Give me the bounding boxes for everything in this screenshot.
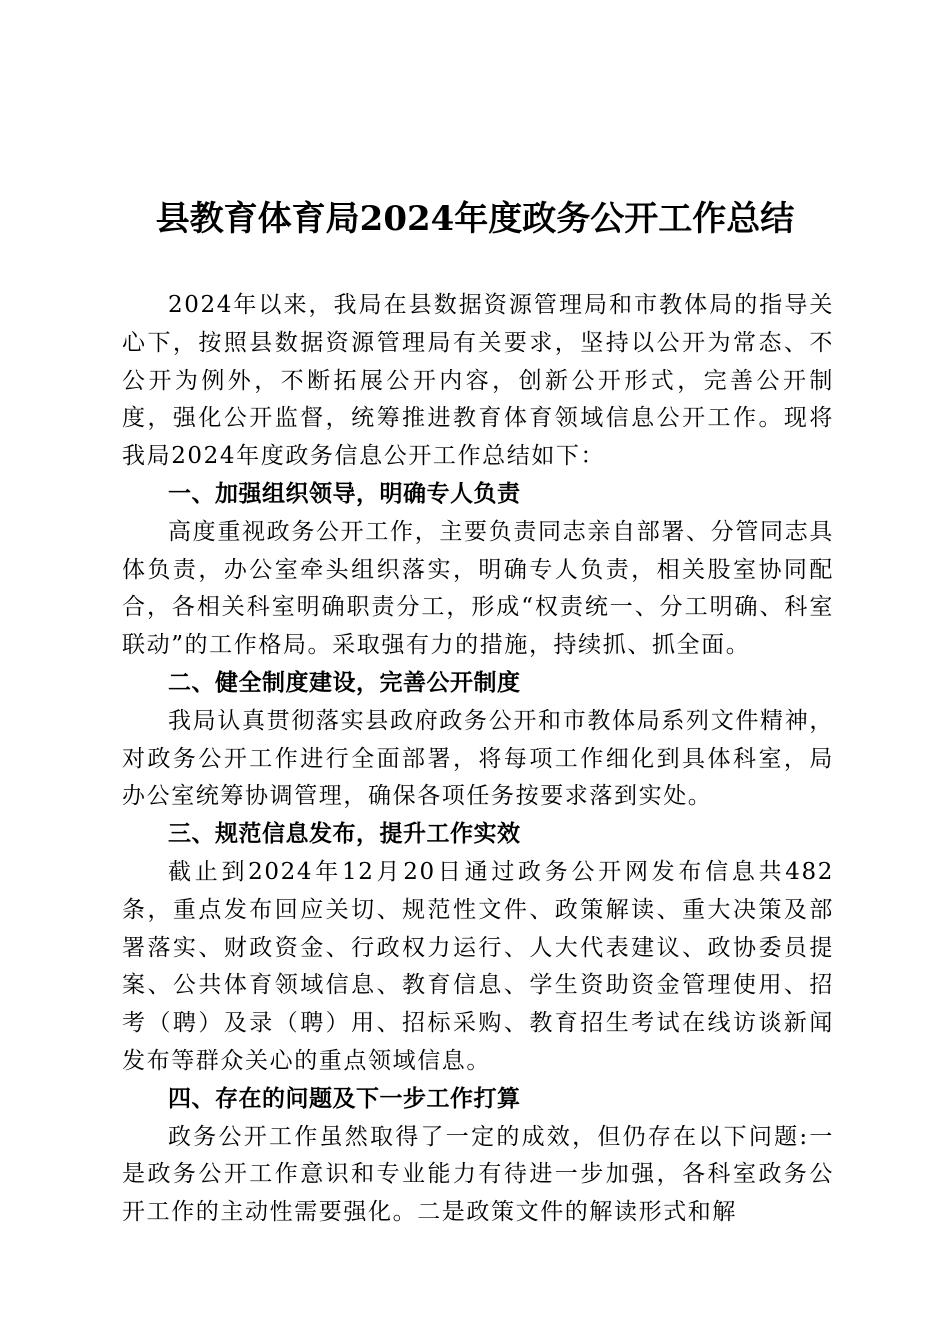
section-body-3: 截止到2024年12月20日通过政务公开网发布信息共482条，重点发布回应关切、规范性文件、政策解读、重大决策及部署落实、财政资金、行政权力运行、人大代表建议、政协委员提案、公共体育领域信息、教育信息、学生资助资金管理使用、招考（聘）及录（聘）用、招标采购、教育招生考试在线访谈新闻发布等群众关心的重点领域信息。 <box>122 858 834 1074</box>
section-body-1: 高度重视政务公开工作，主要负责同志亲自部署、分管同志具体负责，办公室牵头组织落实，明确专人负责，相关股室协同配合，各相关科室明确职责分工，形成“权责统一、分工明确、科室联动”的工作格局。采取强有力的措施，持续抓、抓全面。 <box>122 518 834 659</box>
section-heading-3: 三、规范信息发布，提升工作实效 <box>168 821 521 848</box>
section-body-4: 政务公开工作虽然取得了一定的成效，但仍存在以下问题:一是政务公开工作意识和专业能力有待进一步加强，各科室政务公开工作的主动性需要强化。二是政策文件的解读形式和解 <box>122 1123 834 1226</box>
section-body-2: 我局认真贯彻落实县政府政务公开和市教体局系列文件精神，对政务公开工作进行全面部署，将每项工作细化到具体科室，局办公室统筹协调管理，确保各项任务按要求落到实处。 <box>122 707 834 810</box>
section-heading-1: 一、加强组织领导，明确专人负责 <box>168 480 521 507</box>
section-heading-4: 四、存在的问题及下一步工作打算 <box>168 1085 521 1112</box>
intro-paragraph: 2024年以来，我局在县数据资源管理局和市教体局的指导关心下，按照县数据资源管理局有关要求，坚持以公开为常态、不公开为例外，不断拓展公开内容，创新公开形式，完善公开制度，强化公开监督，统筹推进教育体育领域信息公开工作。现将我局2024年度政务信息公开工作总结如下： <box>122 292 834 470</box>
section-heading-2: 二、健全制度建设，完善公开制度 <box>168 669 521 696</box>
document-body <box>122 287 834 1232</box>
document-title: 县教育体育局2024年度政务公开工作总结 <box>155 199 795 239</box>
